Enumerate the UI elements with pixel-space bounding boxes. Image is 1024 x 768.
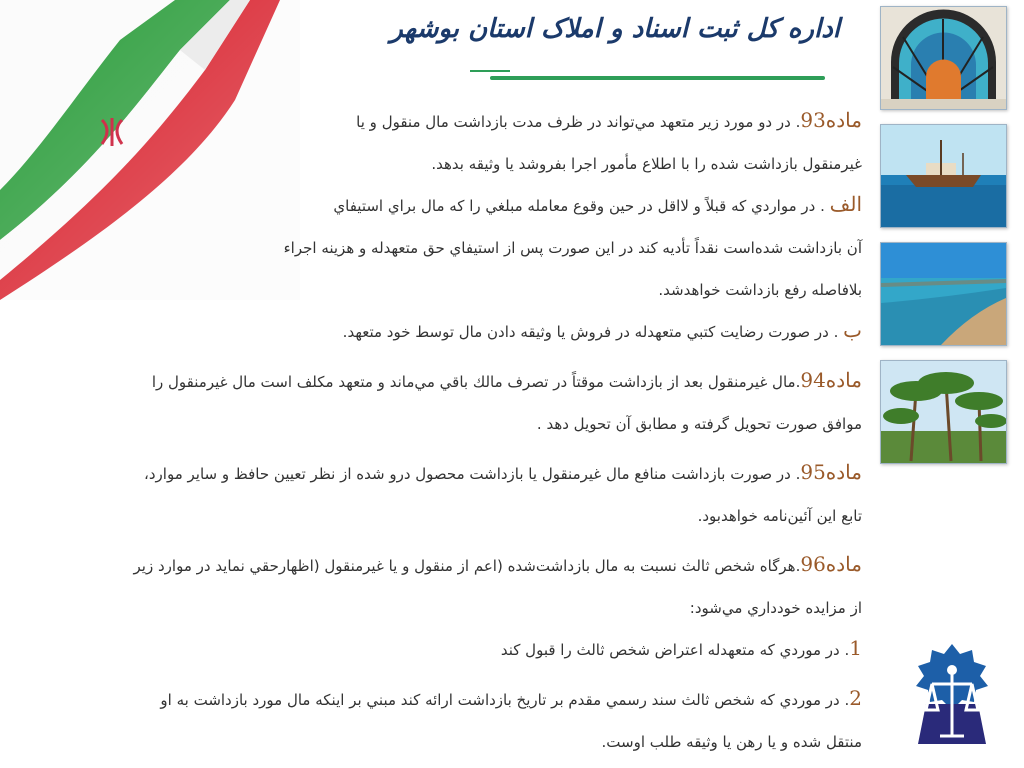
article-label: الف <box>829 192 862 216</box>
article-label: ماده95 <box>800 460 862 484</box>
paragraph <box>30 310 862 352</box>
paragraph-text: بلافاصله رفع بازداشت خواهدشد. <box>658 281 862 299</box>
paragraph <box>30 544 862 586</box>
article-label: ماده93 <box>800 108 862 132</box>
header-title: اداره کل ثبت اسناد و املاک استان بوشهر <box>390 14 840 44</box>
paragraph <box>30 142 862 184</box>
paragraph <box>30 402 862 444</box>
article-label: ماده96 <box>800 552 862 576</box>
header-underline-accent <box>470 70 510 72</box>
paragraph <box>30 226 862 268</box>
paragraph <box>30 452 862 494</box>
boat-photo <box>880 124 1007 228</box>
paragraph <box>30 628 862 670</box>
paragraph-text: موافق صورت تحويل گرفته و مطابق آن تحويل دهد . <box>536 415 862 433</box>
article-label: 1 <box>849 636 862 660</box>
beach-photo <box>880 242 1007 346</box>
article-label: ب <box>843 318 862 342</box>
paragraph-text: . در دو مورد زير متعهد مي‌تواند در ظرف مدت بازداشت مال منقول و يا <box>356 113 801 131</box>
article-label: ماده94 <box>800 368 862 392</box>
paragraph-text: . در موردي كه شخص ثالث سند رسمي مقدم بر تاريخ بازداشت ارائه كند مبني بر اينكه مال مورد بازداشت به او <box>160 691 850 709</box>
paragraph <box>30 360 862 402</box>
window-photo <box>880 6 1007 110</box>
paragraph-text: . در صورت بازداشت منافع مال غيرمنقول يا بازداشت محصول درو شده از نظر تعيين حافظ و ساير موارد، <box>144 465 801 483</box>
header-underline <box>490 76 825 80</box>
paragraph <box>30 720 862 762</box>
paragraph-text: . در صورت رضايت كتبي متعهدله در فروش يا وثيقه دادن مال توسط خود متعهد. <box>342 323 844 341</box>
paragraph-text: تابع اين آئين‌نامه خواهدبود. <box>697 507 862 525</box>
thumbnail-column <box>880 6 1007 478</box>
paragraph-text: منتقل شده و يا رهن يا وثيقه طلب اوست. <box>601 733 862 751</box>
paragraph <box>30 494 862 536</box>
paragraph-text: .مال غيرمنقول بعد از بازداشت موقتاً در تصرف مالك باقي مي‌ماند و متعهد مكلف است مال غيرمنقول را <box>151 373 801 391</box>
paragraph-text: غيرمنقول بازداشت شده را با اطلاع مأمور اجرا بفروشد يا وثيقه بدهد. <box>431 155 862 173</box>
paragraph-text: . در مواردي كه قبلاً و لااقل در حين وقوع معامله مبلغي را كه مال براي استيفاي <box>333 197 830 215</box>
header <box>390 6 840 86</box>
article-label: 2 <box>849 686 862 710</box>
paragraph-text: .هرگاه شخص ثالث نسبت به مال بازداشت‌شده (اعم از منقول و يا غيرمنقول (اظهارحقي نمايد در موارد زير <box>133 557 801 575</box>
palm-photo <box>880 360 1007 464</box>
paragraph-text: از مزايده خودداري مي‌شود: <box>689 599 862 617</box>
paragraph <box>30 586 862 628</box>
registry-logo-icon <box>906 640 998 754</box>
paragraph-text: آن بازداشت شده‌است نقداً تأديه كند در اين صورت پس از استيفاي حق متعهدله و هزينه اجراء <box>283 239 862 257</box>
paragraph <box>30 678 862 720</box>
paragraph <box>30 184 862 226</box>
content <box>30 100 862 762</box>
paragraph-text: . در موردي كه متعهدله اعتراض شخص ثالث را قبول كند <box>500 641 850 659</box>
paragraph <box>30 100 862 142</box>
paragraph <box>30 268 862 310</box>
